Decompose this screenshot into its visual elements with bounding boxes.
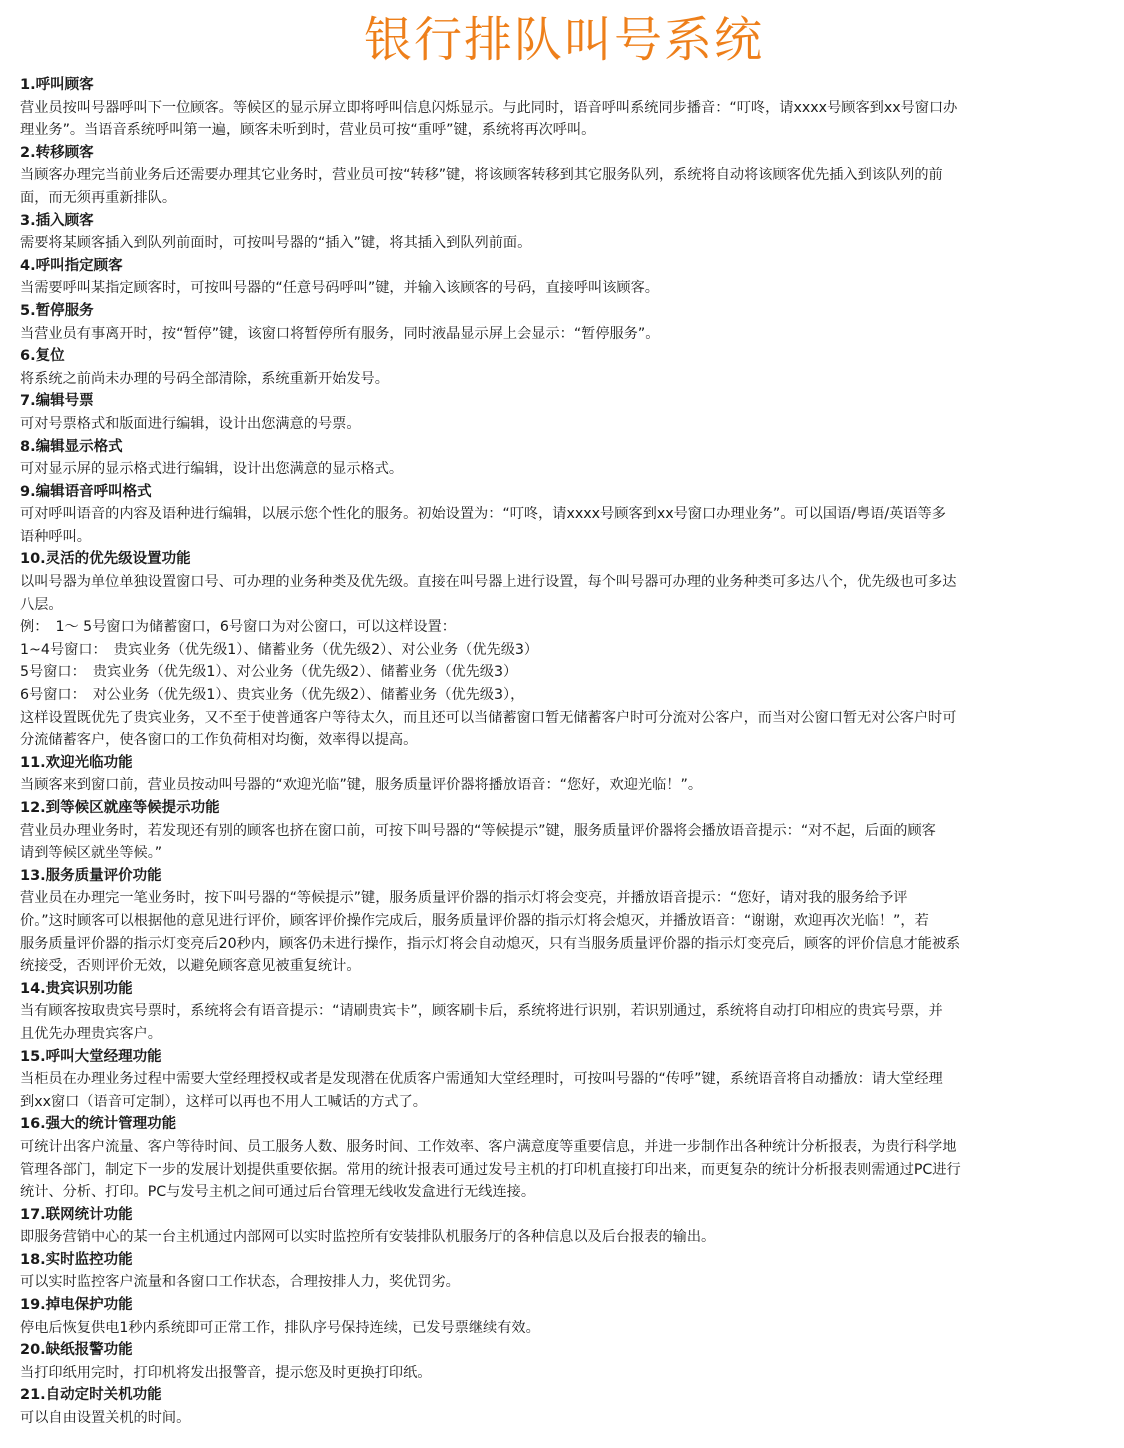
section-text-line: 当需要呼叫某指定顾客时，可按叫号器的“任意号码呼叫”键，并输入该顾客的号码，直接呼叫该顾客。 [20, 280, 659, 297]
section-heading: 8.编辑显示格式 [20, 438, 123, 455]
section-heading: 20.缺纸报警功能 [20, 1342, 133, 1359]
feature-section [20, 797, 1108, 865]
section-text-line: 服务质量评价器的指示灯变亮后20秒内，顾客仍未进行操作，指示灯将会自动熄灭，只有当服务质量评价器的指示灯变亮后，顾客的评价信息才能被系 [20, 935, 961, 952]
page-title: 银行排队叫号系统 [363, 12, 764, 68]
feature-section [20, 300, 1108, 345]
section-heading: 1.呼叫顾客 [20, 77, 94, 93]
section-text-line: 以叫号器为单位单独设置窗口号、可办理的业务种类及优先级。直接在叫号器上进行设置，每个叫号器可办理的业务种类可多达八个，优先级也可多达 [20, 574, 957, 591]
feature-section [20, 978, 1108, 1046]
section-text-line: 可对呼叫语音的内容及语种进行编辑，以展示您个性化的服务。初始设置为：“叮咚，请xxxx号顾客到xx号窗口办理业务”。可以国语/粤语/英语等多 [20, 506, 946, 523]
section-text-line: 价。”这时顾客可以根据他的意见进行评价，顾客评价操作完成后，服务质量评价器的指示灯将会熄灭，并播放语音：“谢谢，欢迎再次光临！”，若 [20, 912, 929, 929]
section-heading: 21.自动定时关机功能 [20, 1387, 162, 1404]
section-heading: 14.贵宾识别功能 [20, 980, 133, 997]
section-heading: 16.强大的统计管理功能 [20, 1116, 177, 1133]
section-text-line: 语种呼叫。 [20, 528, 91, 545]
section-text-line: 当打印纸用完时，打印机将发出报警音，提示您及时更换打印纸。 [20, 1364, 432, 1381]
feature-section [20, 481, 1108, 549]
section-text-line: 且优先办理贵宾客户。 [20, 1025, 162, 1042]
section-heading: 5.暂停服务 [20, 302, 94, 319]
section-text-line: 当顾客来到窗口前，营业员按动叫号器的“欢迎光临”键，服务质量评价器将播放语音：“您好，欢迎光临！”。 [20, 777, 703, 794]
feature-section [20, 1113, 1108, 1203]
section-text-line: 统接受，否则评价无效，以避免顾客意见被重复统计。 [20, 958, 361, 975]
feature-section [20, 548, 1108, 751]
section-text-line: 可以自由设置关机的时间。 [20, 1410, 191, 1427]
section-text-line: 八层。 [20, 596, 63, 613]
section-text-line: 当有顾客按取贵宾号票时，系统将会有语音提示：“请刷贵宾卡”，顾客刷卡后，系统将进行识别，若识别通过，系统将自动打印相应的贵宾号票，并 [20, 1003, 943, 1020]
section-text-line: 6号窗口： 对公业务（优先级1）、贵宾业务（优先级2）、储蓄业务（优先级3）， [20, 687, 525, 704]
section-text-line: 当营业员有事离开时，按“暂停”键，该窗口将暂停所有服务，同时液晶显示屏上会显示：“暂停服务”。 [20, 325, 660, 342]
section-text-line: 可统计出客户流量、客户等待时间、员工服务人数、服务时间、工作效率、客户满意度等重要信息，并进一步制作出各种统计分析报表，为贵行科学地 [20, 1138, 957, 1155]
feature-list [20, 74, 1108, 1430]
section-text-line: 停电后恢复供电1秒内系统即可正常工作，排队序号保持连续，已发号票继续有效。 [20, 1319, 540, 1336]
section-heading: 17.联网统计功能 [20, 1206, 133, 1223]
feature-section [20, 752, 1108, 797]
section-heading: 9.编辑语音呼叫格式 [20, 483, 152, 500]
section-text-line: 将系统之前尚未办理的号码全部清除，系统重新开始发号。 [20, 370, 389, 387]
feature-section [20, 436, 1108, 481]
section-heading: 10.灵活的优先级设置功能 [20, 551, 191, 568]
section-text-line: 营业员办理业务时，若发现还有别的顾客也挤在窗口前，可按下叫号器的“等候提示”键，服务质量评价器将会播放语音提示：“对不起，后面的顾客 [20, 822, 936, 839]
feature-section [20, 345, 1108, 390]
feature-section [20, 865, 1108, 978]
section-text-line: 1~4号窗口： 贵宾业务（优先级1）、储蓄业务（优先级2）、对公业务（优先级3） [20, 641, 539, 658]
section-heading: 11.欢迎光临功能 [20, 754, 133, 771]
section-heading: 15.呼叫大堂经理功能 [20, 1048, 162, 1065]
section-text-line: 需要将某顾客插入到队列前面时，可按叫号器的“插入”键，将其插入到队列前面。 [20, 235, 532, 252]
feature-section [20, 1204, 1108, 1249]
section-heading: 18.实时监控功能 [20, 1251, 133, 1268]
section-text-line: 可以实时监控客户流量和各窗口工作状态，合理按排人力，奖优罚劣。 [20, 1274, 460, 1291]
feature-section [20, 1384, 1108, 1429]
section-heading: 19.掉电保护功能 [20, 1297, 133, 1314]
section-heading: 12.到等候区就座等候提示功能 [20, 800, 220, 816]
feature-section [20, 142, 1108, 210]
section-text-line: 理业务”。当语音系统呼叫第一遍，顾客未听到时，营业员可按“重呼”键，系统将再次呼叫。 [20, 122, 596, 139]
section-text-line: 可对显示屏的显示格式进行编辑，设计出您满意的显示格式。 [20, 461, 404, 478]
feature-section [20, 1294, 1108, 1339]
section-heading: 4.呼叫指定顾客 [20, 257, 123, 274]
section-heading: 3.插入顾客 [20, 212, 94, 229]
section-text-line: 营业员按叫号器呼叫下一位顾客。等候区的显示屏立即将呼叫信息闪烁显示。与此同时，语音呼叫系统同步播音：“叮咚，请xxxx号顾客到xx号窗口办 [20, 99, 958, 116]
section-text-line: 营业员在办理完一笔业务时，按下叫号器的“等候提示”键，服务质量评价器的指示灯将会变亮，并播放语音提示：“您好，请对我的服务给予评 [20, 890, 908, 907]
feature-section [20, 390, 1108, 435]
feature-section [20, 1046, 1108, 1114]
section-heading: 6.复位 [20, 348, 65, 365]
section-text-line: 当柜员在办理业务过程中需要大堂经理授权或者是发现潜在优质客户需通知大堂经理时，可按叫号器的“传呼”键，系统语音将自动播放：请大堂经理 [20, 1071, 943, 1088]
section-text-line: 可对号票格式和版面进行编辑，设计出您满意的号票。 [20, 415, 361, 432]
feature-section [20, 74, 1108, 142]
section-text-line: 到xx窗口（语音可定制），这样可以再也不用人工喊话的方式了。 [20, 1093, 427, 1110]
section-heading: 13.服务质量评价功能 [20, 867, 162, 884]
section-text-line: 面，而无须再重新排队。 [20, 189, 177, 206]
section-text-line: 管理各部门，制定下一步的发展计划提供重要依据。常用的统计报表可通过发号主机的打印机直接打印出来，而更复杂的统计分析报表则需通过PC进行 [20, 1161, 961, 1178]
section-heading: 2.转移顾客 [20, 144, 94, 161]
feature-section [20, 210, 1108, 255]
feature-section [20, 1339, 1108, 1384]
section-text-line: 这样设置既优先了贵宾业务，又不至于使普通客户等待太久，而且还可以当储蓄窗口暂无储蓄客户时可分流对公客户，而当对公窗口暂无对公客户时可 [20, 709, 957, 726]
feature-section [20, 255, 1108, 300]
section-text-line: 分流储蓄客户，使各窗口的工作负荷相对均衡，效率得以提高。 [20, 732, 418, 749]
section-text-line: 当顾客办理完当前业务后还需要办理其它业务时，营业员可按“转移”键，将该顾客转移到其它服务队列，系统将自动将该顾客优先插入到该队列的前 [20, 167, 943, 184]
section-text-line: 即服务营销中心的某一台主机通过内部网可以实时监控所有安装排队机服务厅的各种信息以及后台报表的输出。 [20, 1229, 716, 1246]
section-text-line: 5号窗口： 贵宾业务（优先级1）、对公业务（优先级2）、储蓄业务（优先级3） [20, 664, 518, 681]
section-heading: 7.编辑号票 [20, 393, 94, 410]
feature-section [20, 1249, 1108, 1294]
section-text-line: 请到等候区就坐等候。” [20, 845, 163, 862]
section-text-line: 统计、分析、打印。PC与发号主机之间可通过后台管理无线收发盒进行无线连接。 [20, 1184, 536, 1201]
section-text-line: 例： 1～ 5号窗口为储蓄窗口，6号窗口为对公窗口，可以这样设置： [20, 619, 456, 636]
